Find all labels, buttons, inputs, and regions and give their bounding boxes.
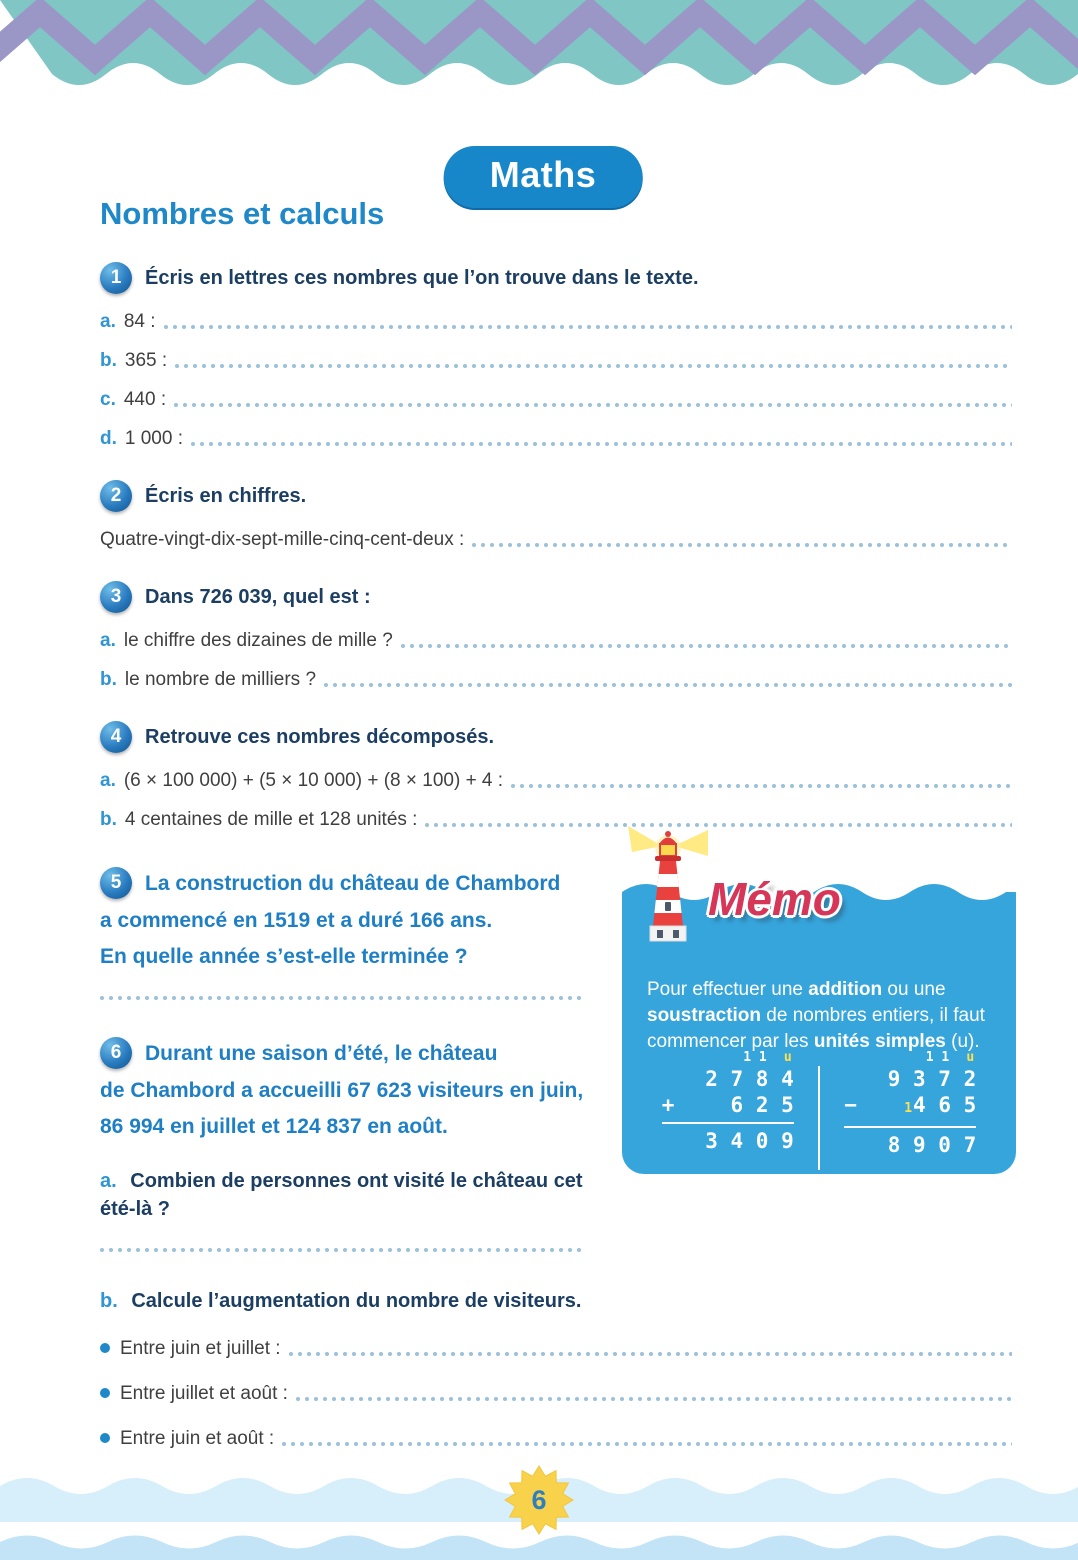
answer-text: 365 : <box>124 350 168 371</box>
bullet-text: Entre juillet et août : <box>120 1383 288 1404</box>
answer-text: 4 centaines de mille et 128 unités : <box>124 809 418 830</box>
bullet-row <box>100 1338 1012 1360</box>
left-column <box>100 867 592 1253</box>
answer-text: Quatre-vingt-dix-sept-mille-cinq-cent-deux : <box>100 529 465 550</box>
answer-label: b. <box>100 1290 118 1312</box>
addition-operand-2: 6 2 5 <box>730 1093 794 1117</box>
page-number: 6 <box>531 1484 547 1515</box>
dotted-answer-line[interactable] <box>191 441 1012 447</box>
sun-icon <box>503 1464 575 1536</box>
dotted-answer-line[interactable] <box>425 822 1012 828</box>
answer-label: a. <box>100 630 116 651</box>
exercise-2-section <box>100 480 1012 551</box>
dotted-answer-line[interactable] <box>401 643 1012 649</box>
exercise-5-line1: La construction du château de Chambord <box>145 871 561 895</box>
bullet-icon <box>100 1388 110 1398</box>
memo-box <box>622 872 1016 1174</box>
answer-text: (6 × 100 000) + (5 × 10 000) + (8 × 100) + 4 : <box>123 770 504 791</box>
exercise-6-line2: de Chambord a accueilli 67 623 visiteurs en juin, <box>100 1079 584 1102</box>
exercise-3-section <box>100 581 1012 691</box>
exercise-2-prompt: Écris en chiffres. <box>145 484 307 507</box>
question-b-text: Calcule l’augmentation du nombre de visiteurs. <box>131 1290 582 1312</box>
header-wave-decoration <box>0 0 1078 110</box>
minus-sign: − <box>844 1093 857 1117</box>
answer-label: a. <box>100 1170 117 1192</box>
dotted-answer-line[interactable] <box>282 1441 1012 1447</box>
exercise-6-line3: 86 994 en juillet et 124 837 en août. <box>100 1115 448 1138</box>
exercise-3-number-badge: 3 <box>100 581 132 613</box>
memo-body: Pour effectuer une addition ou une soustraction de nombres entiers, il faut commencer par les unités simples (u). <box>647 979 985 1052</box>
dotted-answer-line[interactable] <box>164 324 1012 330</box>
answer-row <box>100 311 1012 333</box>
answer-text: le chiffre des dizaines de mille ? <box>123 630 393 651</box>
answer-text: 440 : <box>123 389 167 410</box>
addition-example <box>662 1050 794 1170</box>
answer-row <box>100 529 1012 551</box>
header-wave-svg <box>0 0 1078 110</box>
answer-label: d. <box>100 428 117 449</box>
answer-text: 84 : <box>123 311 156 332</box>
dotted-answer-line[interactable] <box>100 995 586 1001</box>
unit-marker: u <box>783 1050 792 1065</box>
answer-label: b. <box>100 669 117 690</box>
bullet-row <box>100 1383 1012 1405</box>
question-a-text: Combien de personnes ont visité le château cet été-là ? <box>100 1170 583 1220</box>
examples-divider <box>818 1066 821 1170</box>
answer-row <box>100 770 1012 792</box>
bullet-row <box>100 1428 1012 1450</box>
dotted-answer-line[interactable] <box>296 1396 1012 1402</box>
exercise-4-section <box>100 721 1012 831</box>
exercise-4-prompt: Retrouve ces nombres décomposés. <box>145 725 495 748</box>
answer-label: c. <box>100 389 116 410</box>
answer-label: b. <box>100 809 117 830</box>
answer-row <box>100 809 1012 831</box>
bullet-icon <box>100 1343 110 1353</box>
unit-marker: u <box>966 1050 975 1065</box>
dotted-answer-line[interactable] <box>324 682 1012 688</box>
exercise-3-prompt: Dans 726 039, quel est : <box>145 585 371 608</box>
answer-row <box>100 669 1012 691</box>
subtraction-result: 8 9 0 7 <box>844 1126 976 1158</box>
memo-title: Mémo <box>708 873 841 925</box>
question-a <box>100 1167 592 1223</box>
answer-row <box>100 389 1012 411</box>
dotted-answer-line[interactable] <box>472 542 1012 548</box>
answer-text: le nombre de milliers ? <box>124 669 317 690</box>
subtraction-example <box>844 1050 976 1170</box>
dotted-answer-line[interactable] <box>175 363 1012 369</box>
carry-digits: 1 1 <box>925 1050 950 1065</box>
dotted-answer-line[interactable] <box>289 1351 1012 1357</box>
borrow-digit: 1 <box>904 1101 913 1116</box>
answer-label: a. <box>100 311 116 332</box>
answer-text: 1 000 : <box>124 428 183 449</box>
exercise-6-number-badge: 6 <box>100 1037 132 1069</box>
exercise-5-line2: a commencé en 1519 et a duré 166 ans. <box>100 909 493 932</box>
subject-badge: Maths <box>444 146 643 208</box>
addition-result: 3 4 0 9 <box>662 1122 794 1154</box>
bullet-icon <box>100 1433 110 1443</box>
dotted-answer-line[interactable] <box>174 402 1012 408</box>
exercise-5-section <box>100 867 592 1001</box>
exercise-1-prompt: Écris en lettres ces nombres que l’on trouve dans le texte. <box>145 266 699 289</box>
answer-row <box>100 630 1012 652</box>
bullet-text: Entre juin et août : <box>120 1428 275 1449</box>
exercise-2-number-badge: 2 <box>100 480 132 512</box>
answer-row <box>100 350 1012 372</box>
dotted-answer-line[interactable] <box>100 1247 586 1253</box>
subtraction-operand-1: 9 3 7 2 <box>887 1067 977 1091</box>
carry-digits: 1 1 <box>743 1050 767 1065</box>
page-title: Nombres et calculs <box>100 196 385 231</box>
answer-label: a. <box>100 770 116 791</box>
answer-label: b. <box>100 350 117 371</box>
lighthouse-icon <box>626 824 710 954</box>
subtraction-operand-2: 14 6 5 <box>904 1093 977 1117</box>
exercise-4-number-badge: 4 <box>100 721 132 753</box>
addition-operand-1: 2 7 8 4 <box>705 1067 794 1091</box>
exercise-1-section <box>100 262 1012 450</box>
answer-row <box>100 428 1012 450</box>
exercise-5-line3: En quelle année s’est-elle terminée ? <box>100 945 468 968</box>
dotted-answer-line[interactable] <box>511 783 1012 789</box>
plus-sign: + <box>661 1093 675 1117</box>
exercise-1-number-badge: 1 <box>100 262 132 294</box>
memo-examples <box>622 1050 1016 1170</box>
bullet-text: Entre juin et juillet : <box>120 1338 281 1359</box>
question-b <box>100 1287 1012 1315</box>
exercise-6-section <box>100 1037 592 1253</box>
exercise-6-line1: Durant une saison d’été, le château <box>145 1041 498 1065</box>
exercise-5-number-badge: 5 <box>100 867 132 899</box>
page-content <box>100 196 1012 1450</box>
